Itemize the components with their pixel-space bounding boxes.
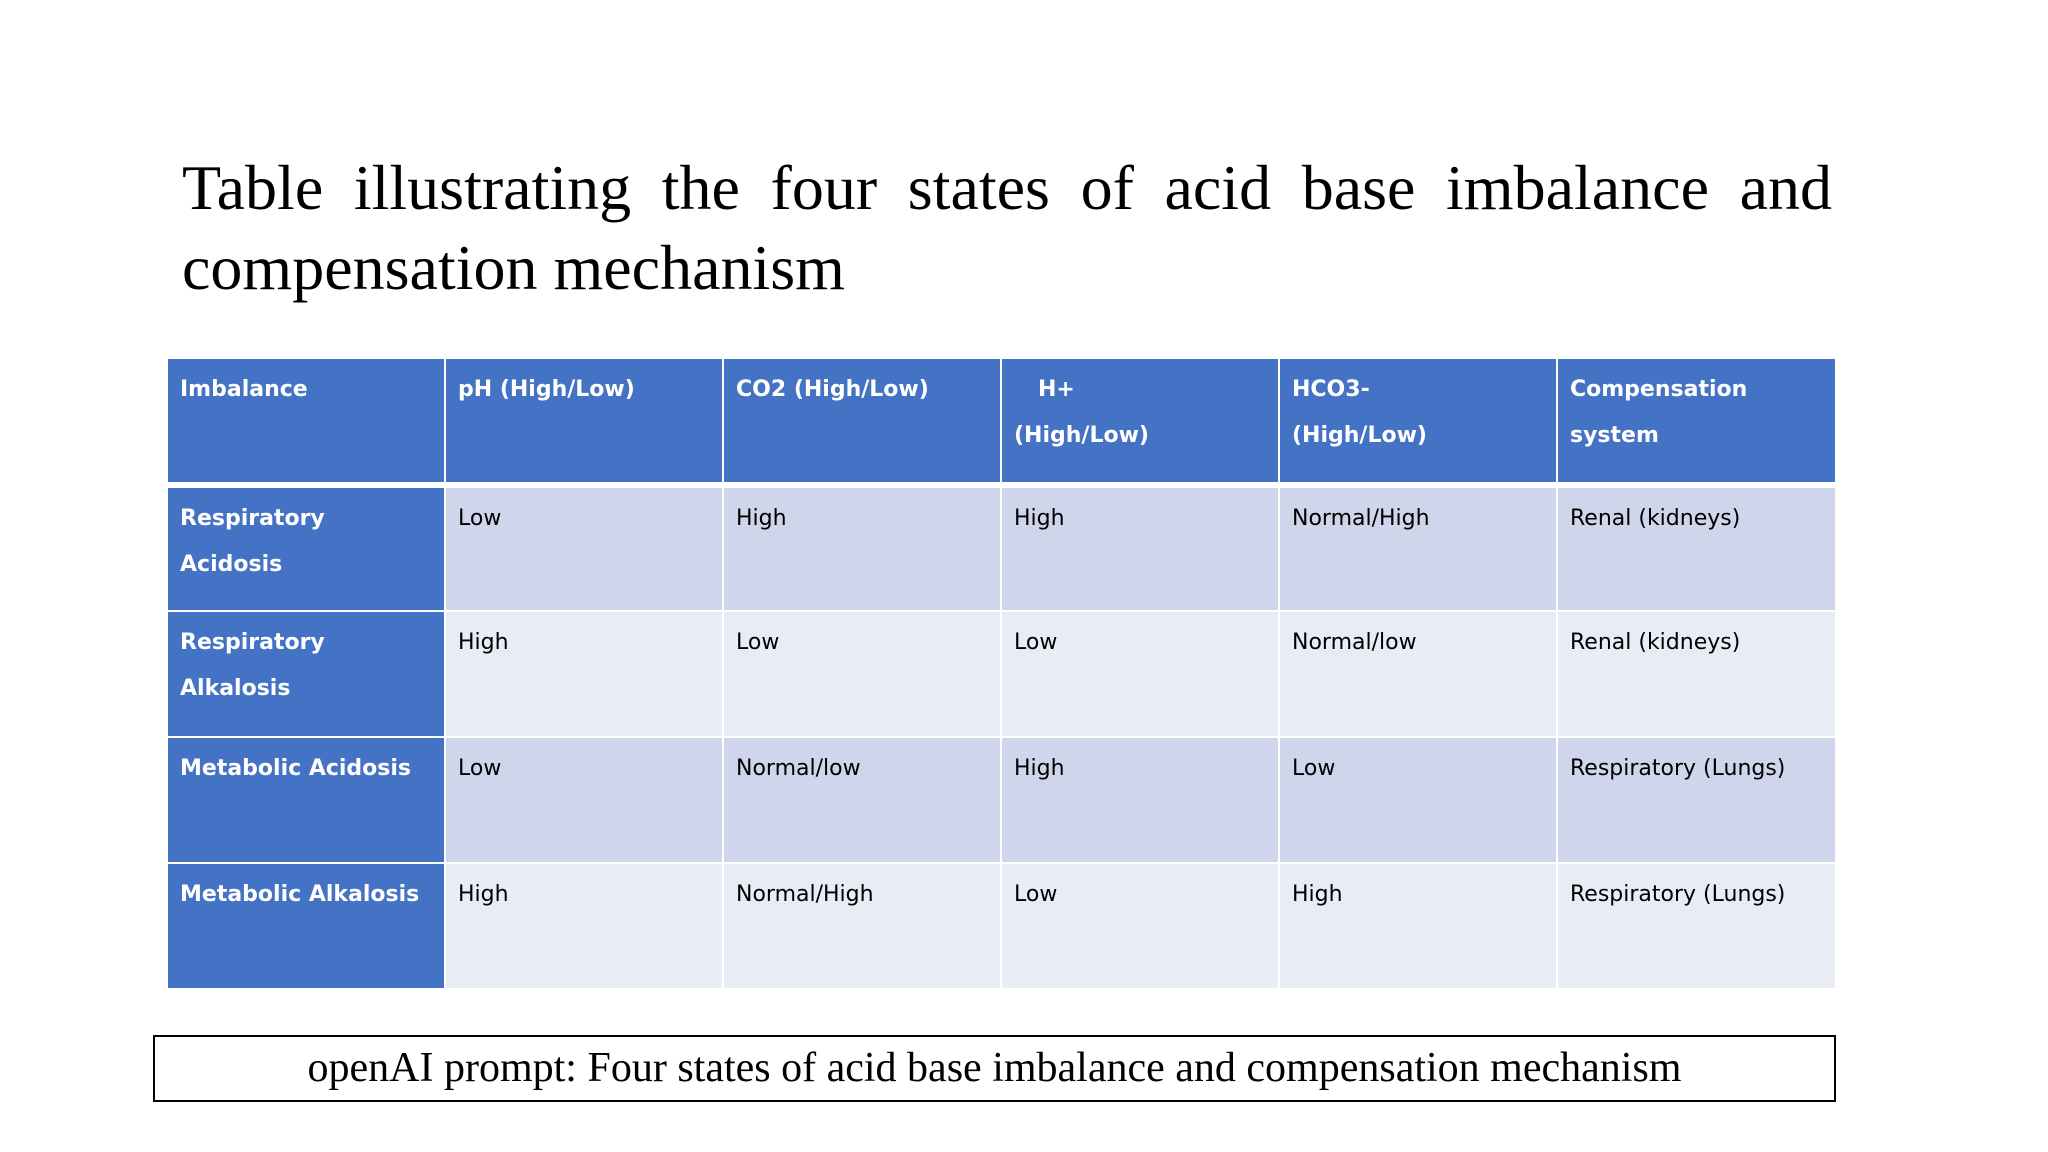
- h-plus-cell: High: [1001, 737, 1279, 863]
- ph-cell: Low: [445, 485, 723, 611]
- header-imbalance: Imbalance: [167, 358, 445, 485]
- compensation-cell: Renal (kidneys): [1557, 485, 1836, 611]
- ph-cell: High: [445, 611, 723, 737]
- header-h-plus: H+ (High/Low): [1001, 358, 1279, 485]
- row-imbalance-cell: Respiratory Acidosis: [167, 485, 445, 611]
- h-plus-cell: Low: [1001, 863, 1279, 989]
- acid-base-table: [166, 357, 1837, 990]
- table-row: [167, 611, 1836, 737]
- compensation-cell: Renal (kidneys): [1557, 611, 1836, 737]
- hco3-cell: Normal/low: [1279, 611, 1557, 737]
- co2-cell: Normal/low: [723, 737, 1001, 863]
- prompt-caption: openAI prompt: Four states of acid base imbalance and compensation mechanism: [153, 1035, 1836, 1102]
- co2-cell: Low: [723, 611, 1001, 737]
- table-row: [167, 737, 1836, 863]
- row-imbalance-cell: Respiratory Alkalosis: [167, 611, 445, 737]
- ph-cell: High: [445, 863, 723, 989]
- compensation-cell: Respiratory (Lungs): [1557, 737, 1836, 863]
- slide-title: Table illustrating the four states of acid base imbalance and compensation mechanism: [182, 152, 1832, 303]
- ph-cell: Low: [445, 737, 723, 863]
- hco3-cell: High: [1279, 863, 1557, 989]
- header-compensation: Compensation system: [1557, 358, 1836, 485]
- hco3-cell: Normal/High: [1279, 485, 1557, 611]
- h-plus-cell: High: [1001, 485, 1279, 611]
- row-imbalance-cell: Metabolic Acidosis: [167, 737, 445, 863]
- co2-cell: Normal/High: [723, 863, 1001, 989]
- h-plus-cell: Low: [1001, 611, 1279, 737]
- header-ph: pH (High/Low): [445, 358, 723, 485]
- header-co2: CO2 (High/Low): [723, 358, 1001, 485]
- table-row: [167, 485, 1836, 611]
- compensation-cell: Respiratory (Lungs): [1557, 863, 1836, 989]
- hco3-cell: Low: [1279, 737, 1557, 863]
- table-header-row: [167, 358, 1836, 485]
- header-hco3: HCO3- (High/Low): [1279, 358, 1557, 485]
- row-imbalance-cell: Metabolic Alkalosis: [167, 863, 445, 989]
- co2-cell: High: [723, 485, 1001, 611]
- table-row: [167, 863, 1836, 989]
